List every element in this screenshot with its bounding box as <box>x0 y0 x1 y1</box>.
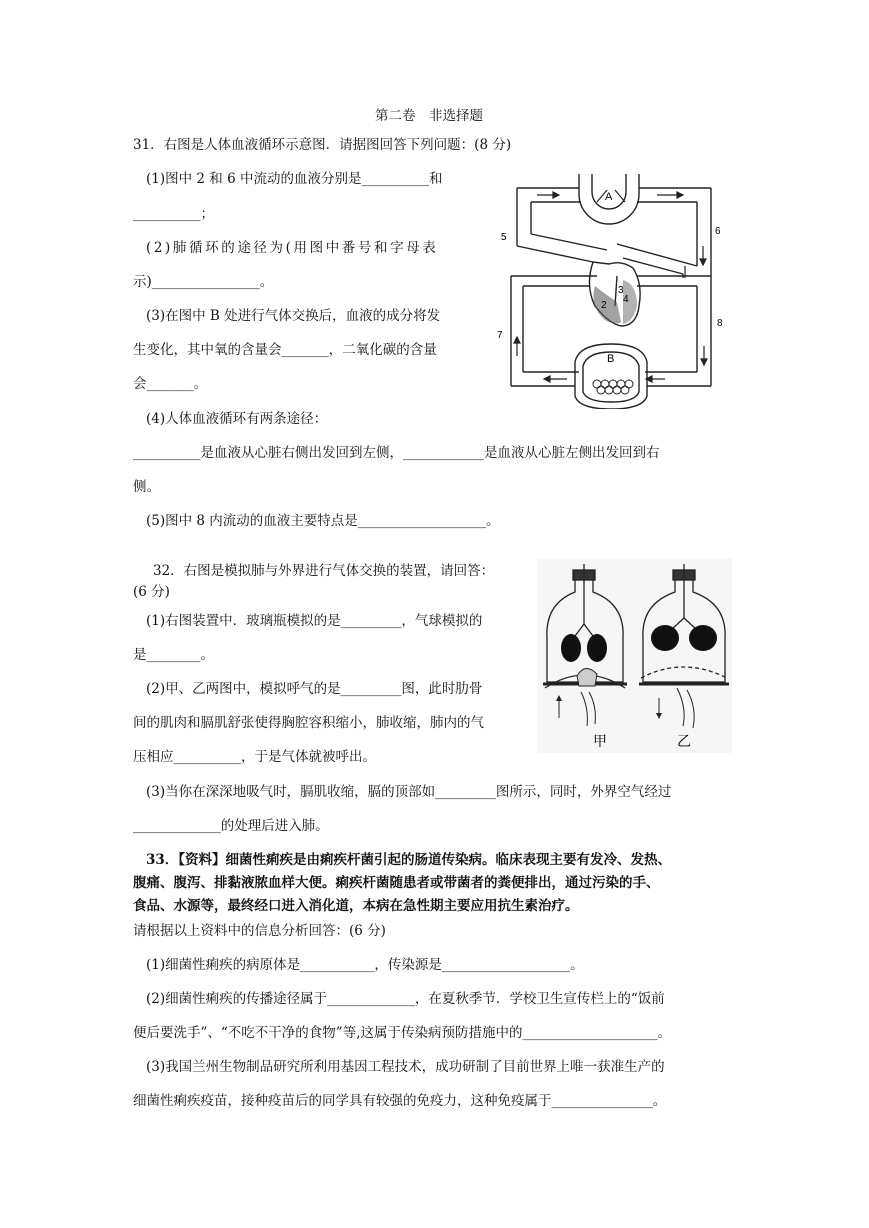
label-b: B <box>607 353 615 365</box>
label-5: 5 <box>501 232 507 243</box>
label-7: 7 <box>497 330 503 341</box>
label-a: A <box>605 191 613 203</box>
q32-part1-line1: (1)右图装置中．玻璃瓶模拟的是_________，气球模拟的 <box>146 613 483 629</box>
blood-circulation-diagram <box>497 166 727 409</box>
q33-material-line1: 33．【资料】细菌性痢疾是由痢疾杆菌引起的肠道传染病。临床表现主要有发冷、发热、 <box>146 852 672 868</box>
q31-part4-line3: 侧。 <box>133 479 160 495</box>
q32-part2-line1: (2)甲、乙两图中，模拟呼气的是_________图，此时肋骨 <box>146 681 483 697</box>
label-8: 8 <box>717 318 723 329</box>
label-yi: 乙 <box>677 733 691 749</box>
q31-part4-line2: __________是血液从心脏右侧出发回到左侧，____________是血液从心脏左侧出发回到右 <box>133 445 660 461</box>
q31-part3-line1: (3)在图中 B 处进行气体交换后，血液的成分将发 <box>146 308 441 324</box>
q31-part3-line2: 生变化，其中氧的含量会_______，二氧化碳的含量 <box>133 342 437 358</box>
q33-part3-line1: (3)我国兰州生物制品研究所利用基因工程技术，成功研制了目前世界上唯一获准生产的 <box>146 1059 665 1075</box>
label-jia: 甲 <box>593 733 607 749</box>
q32-stem-line2: (6 分) <box>133 584 170 600</box>
q32-part3-line2: _____________的处理后进入肺。 <box>133 818 329 834</box>
q33-part1: (1)细菌性痢疾的病原体是___________，传染源是___________________。 <box>146 957 584 973</box>
label-4: 4 <box>623 294 629 305</box>
q31-stem: 31．右图是人体血液循环示意图．请据图回答下列问题：(8 分) <box>133 137 512 153</box>
q32-part3-line1: (3)当你在深深地吸气时，膈肌收缩，膈的顶部如_________图所示，同时，外界空气经过 <box>146 784 672 800</box>
label-6: 6 <box>715 226 721 237</box>
q32-stem-line1: 32．右图是模拟肺与外界进行气体交换的装置，请回答： <box>153 563 495 579</box>
q33-part2-line2: 便后要洗手”、“不吃不干净的食物”等,这属于传染病预防措施中的____________________。 <box>133 1025 671 1041</box>
lung-model-diagram <box>537 558 732 753</box>
q31-part5: (5)图中 8 内流动的血液主要特点是___________________。 <box>146 513 500 529</box>
q32-part2-line2: 间的肌肉和膈肌舒张使得胸腔容积缩小，肺收缩，肺内的气 <box>133 715 484 731</box>
q33-material-line3: 食品、水源等，最终经口进入消化道，本病在急性期主要应用抗生素治疗。 <box>133 898 579 914</box>
q33-material-line2: 腹痛、腹泻、排黏液脓血样大便。痢疾杆菌随患者或带菌者的粪便排出，通过污染的手、 <box>133 875 660 891</box>
q31-part4-line1: (4)人体血液循环有两条途径： <box>146 411 328 427</box>
section-title: 第二卷 非选择题 <box>375 108 483 124</box>
q31-part1-line1: (1)图中 2 和 6 中流动的血液分别是__________和 <box>146 171 443 187</box>
q31-part2-line1: (2)肺循环的途径为(用图中番号和字母表 <box>146 240 439 256</box>
q31-part2-line2: 示)________________。 <box>133 274 274 290</box>
q33-part2-line1: (2)细菌性痢疾的传播途径属于_____________，在夏秋季节．学校卫生宣传栏上的“饭前 <box>146 991 665 1007</box>
label-2: 2 <box>601 300 607 311</box>
q33-stem: 请根据以上资料中的信息分析回答：(6 分) <box>133 923 386 939</box>
q33-part3-line2: 细菌性痢疾疫苗，接种疫苗后的同学具有较强的免疫力，这种免疫属于_______________。 <box>133 1093 667 1109</box>
q31-part1-line2: __________； <box>133 206 214 222</box>
q32-part2-line3: 压相应__________，于是气体就被呼出。 <box>133 749 376 765</box>
label-3: 3 <box>618 285 624 296</box>
q32-part1-line2: 是________。 <box>133 647 214 663</box>
q31-part3-line3: 会_______。 <box>133 376 208 392</box>
